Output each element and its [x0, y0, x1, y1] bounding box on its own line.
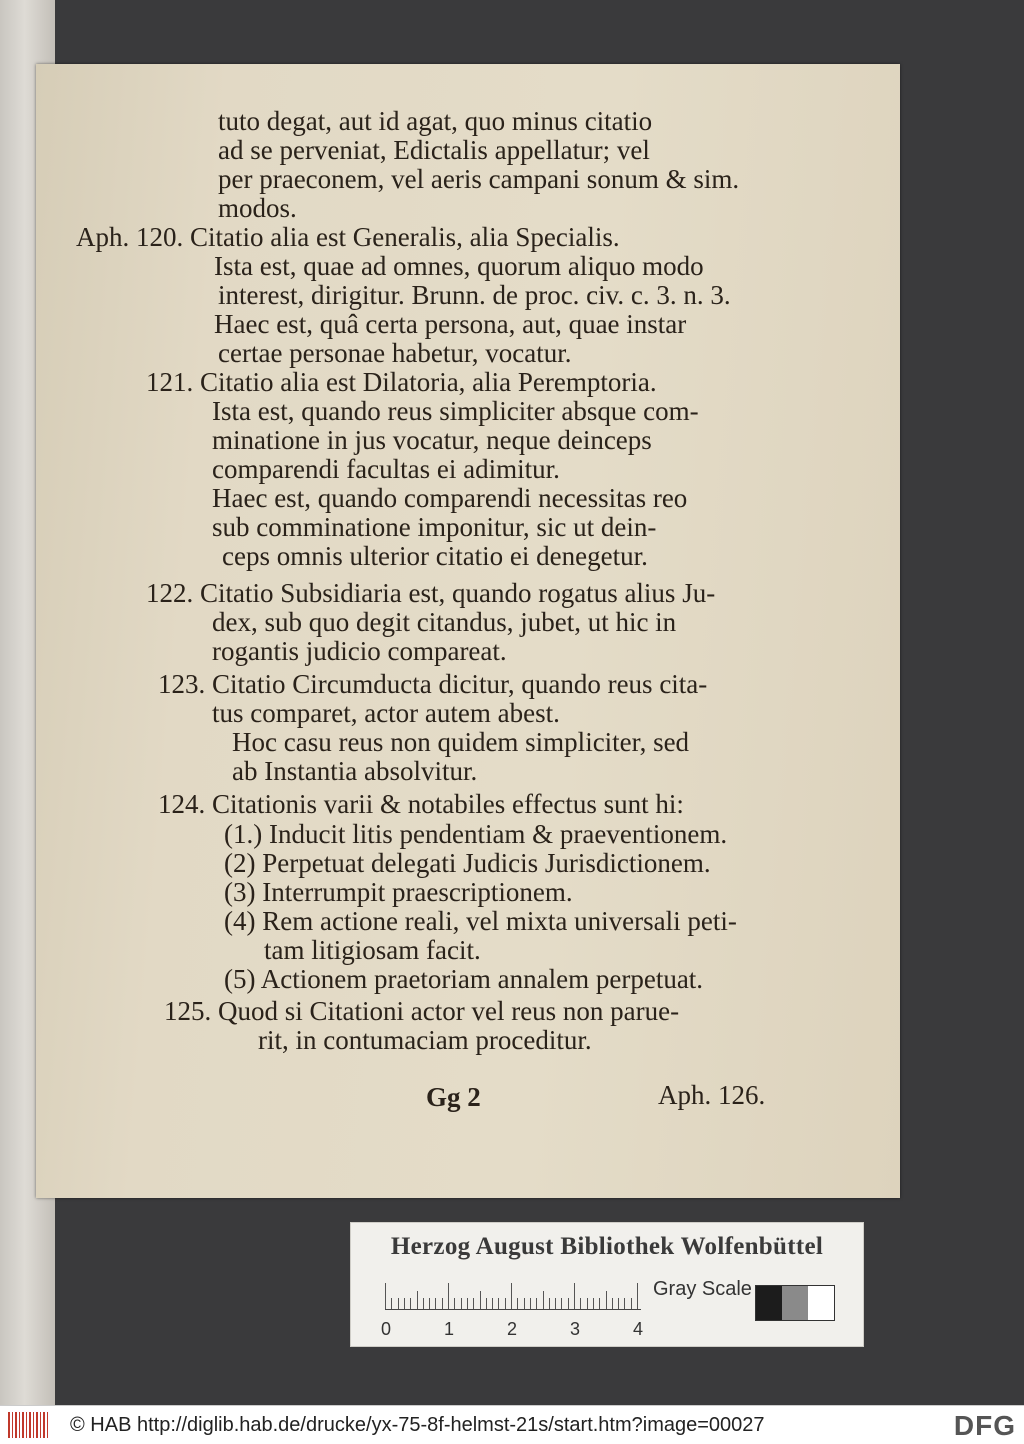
text-line: (5) Actionem praetoriam annalem perpetuat. [224, 964, 704, 994]
ruler-tick [492, 1298, 493, 1309]
ruler-tick [442, 1298, 443, 1309]
ruler-label: 2 [507, 1319, 518, 1339]
barcode-icon [8, 1412, 48, 1438]
dfg-logo: DFG [953, 1410, 1016, 1441]
text-line: (1.) Inducit litis pendentiam & praeventionem. [224, 819, 728, 849]
text-line: 124. Citationis varii & notabiles effectus sunt hi: [158, 789, 684, 819]
ruler-tick [498, 1298, 499, 1309]
text-line: Haec est, quâ certa persona, aut, quae instar [214, 309, 687, 339]
ruler-tick [417, 1291, 418, 1309]
gray-scale-label: Gray Scale [653, 1278, 752, 1300]
text-line: rit, in contumaciam proceditur. [258, 1025, 592, 1055]
text-line: ab Instantia absolvitur. [232, 756, 478, 786]
gray-swatch-dark [756, 1286, 782, 1320]
text-line: 123. Citatio Circumducta dicitur, quando reus cita- [158, 669, 708, 699]
text-line: 122. Citatio Subsidiaria est, quando rogatus alius Ju- [146, 578, 716, 608]
ruler-tick [429, 1298, 430, 1309]
gray-swatch-light [808, 1286, 834, 1320]
ruler-tick [543, 1291, 544, 1309]
ruler-tick [536, 1298, 537, 1309]
ruler-tick [486, 1298, 487, 1309]
text-line: minatione in jus vocatur, neque deinceps [212, 425, 652, 455]
text-line: 121. Citatio alia est Dilatoria, alia Peremptoria. [146, 367, 657, 397]
ruler-tick [587, 1298, 588, 1309]
ruler-label: 1 [444, 1319, 455, 1339]
ruler-tick [606, 1291, 607, 1309]
ruler-tick [637, 1283, 638, 1309]
library-name: Herzog August Bibliothek Wolfenbüttel [390, 1233, 824, 1260]
text-line: interest, dirigitur. Brunn. de proc. civ. c. 3. n. 3. [218, 280, 731, 310]
text-line: sub comminatione imponitur, sic ut dein- [212, 512, 657, 542]
ruler-tick [454, 1298, 455, 1309]
viewer-footer [0, 1405, 1024, 1444]
ruler-tick [561, 1298, 562, 1309]
ruler-tick [423, 1298, 424, 1309]
text-line: tus comparet, actor autem abest. [212, 698, 560, 728]
text-line: modos. [218, 193, 297, 223]
text-line: (3) Interrumpit praescriptionem. [224, 877, 573, 907]
ruler-tick [505, 1298, 506, 1309]
ruler-tick [580, 1298, 581, 1309]
signature-mark: Gg 2 [426, 1082, 481, 1112]
text-line: comparendi facultas ei adimitur. [212, 454, 560, 484]
ruler-label: 3 [570, 1319, 581, 1339]
text-line: per praeconem, vel aeris campani sonum & sim. [218, 164, 740, 194]
ruler-tick [599, 1298, 600, 1309]
ruler-label: 0 [381, 1319, 392, 1339]
text-line: Aph. 120. Citatio alia est Generalis, alia Specialis. [76, 222, 620, 252]
ruler-tick [549, 1298, 550, 1309]
copyright-url[interactable]: © HAB http://diglib.hab.de/drucke/yx-75-8f-helmst-21s/start.htm?image=00027 [70, 1414, 765, 1436]
ruler-tick [593, 1298, 594, 1309]
ruler-tick [448, 1283, 449, 1309]
ruler-tick [398, 1298, 399, 1309]
ruler-tick [517, 1298, 518, 1309]
ruler-label: 4 [633, 1319, 644, 1339]
text-line: tuto degat, aut id agat, quo minus citatio [218, 106, 653, 136]
ruler-tick [524, 1298, 525, 1309]
text-line: Haec est, quando comparendi necessitas reo [212, 483, 688, 513]
text-line: 125. Quod si Citationi actor vel reus non parue- [164, 996, 680, 1026]
text-line: certae personae habetur, vocatur. [218, 338, 572, 368]
text-line: tam litigiosam facit. [264, 935, 481, 965]
text-line: rogantis judicio compareat. [212, 636, 507, 666]
ruler-tick [618, 1298, 619, 1309]
ruler-tick [511, 1283, 512, 1309]
color-reference-card [350, 1222, 864, 1347]
ruler-tick [574, 1283, 575, 1309]
ruler-tick [473, 1298, 474, 1309]
ruler-tick [568, 1298, 569, 1309]
text-line: Ista est, quando reus simpliciter absque com- [212, 396, 699, 426]
catchword: Aph. 126. [658, 1080, 766, 1110]
ruler-tick [404, 1298, 405, 1309]
ruler-tick [480, 1291, 481, 1309]
ruler-tick [530, 1298, 531, 1309]
book-page [36, 64, 900, 1198]
gray-swatch-mid [782, 1286, 808, 1320]
ruler-tick [631, 1298, 632, 1309]
ruler-tick [435, 1298, 436, 1309]
text-line: dex, sub quo degit citandus, jubet, ut hic in [212, 607, 677, 637]
text-line: (4) Rem actione reali, vel mixta universali peti- [224, 906, 737, 936]
text-line: Ista est, quae ad omnes, quorum aliquo modo [214, 251, 704, 281]
text-line: ad se perveniat, Edictalis appellatur; vel [218, 135, 650, 165]
text-line: ceps omnis ulterior citatio ei denegetur. [222, 541, 648, 571]
gray-scale-swatches [755, 1285, 835, 1321]
text-line: Hoc casu reus non quidem simpliciter, sed [232, 727, 690, 757]
ruler-tick [385, 1283, 386, 1309]
ruler-tick [461, 1298, 462, 1309]
text-line: (2) Perpetuat delegati Judicis Jurisdictionem. [224, 848, 711, 878]
ruler-tick [410, 1298, 411, 1309]
ruler-tick [624, 1298, 625, 1309]
ruler-tick [612, 1298, 613, 1309]
measurement-ruler [385, 1281, 641, 1310]
ruler-tick [467, 1298, 468, 1309]
ruler-tick [391, 1298, 392, 1309]
ruler-tick [555, 1298, 556, 1309]
